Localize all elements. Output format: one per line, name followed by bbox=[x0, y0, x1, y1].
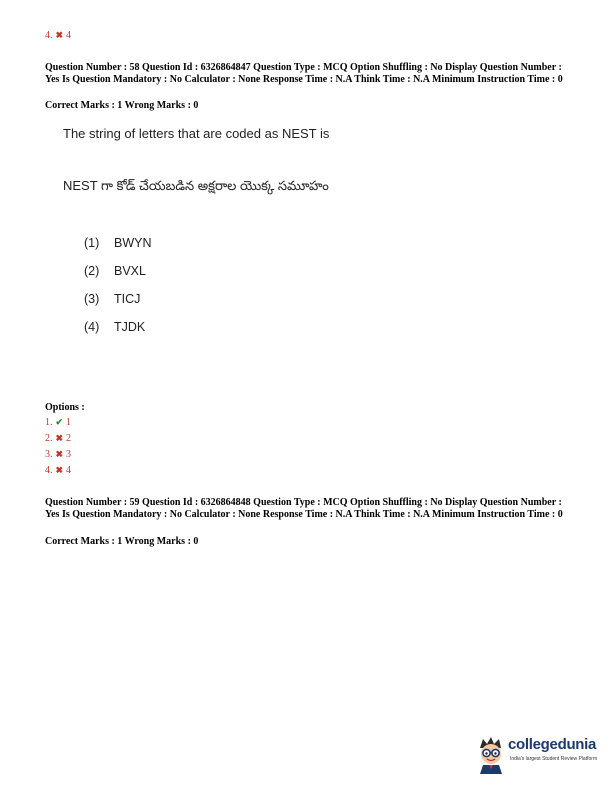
option-number: 4. bbox=[45, 30, 53, 41]
cross-icon: ✖ bbox=[55, 30, 64, 40]
choice-number: (4) bbox=[84, 320, 100, 334]
choice-4 bbox=[84, 320, 145, 334]
question-59-meta: Question Number : 59 Question Id : 6326864848 Question Type : MCQ Option Shuffling : No Display Question Number : Yes Is Question Mandatory : No Calculator : None Response Time : N.A Think Time : N.A Minimum Instruction Time : 0 bbox=[45, 497, 563, 520]
cross-icon: ✖ bbox=[55, 433, 64, 443]
option-value: 4 bbox=[66, 30, 72, 41]
cross-icon: ✖ bbox=[55, 449, 64, 459]
choice-number: (2) bbox=[84, 264, 100, 278]
option-line bbox=[45, 433, 71, 444]
option-number: 3. bbox=[45, 449, 53, 460]
collegedunia-logo bbox=[474, 734, 604, 774]
choice-label: BVXL bbox=[114, 264, 146, 278]
mascot-icon bbox=[474, 734, 508, 774]
choice-number: (3) bbox=[84, 292, 100, 306]
option-value: 2 bbox=[66, 433, 72, 444]
question-58-marks: Correct Marks : 1 Wrong Marks : 0 bbox=[45, 100, 199, 111]
cross-icon: ✖ bbox=[55, 465, 64, 475]
option-line bbox=[45, 465, 71, 476]
choice-label: TJDK bbox=[114, 320, 146, 334]
option-value: 4 bbox=[66, 465, 72, 476]
check-icon: ✔ bbox=[55, 417, 64, 427]
question-59-marks: Correct Marks : 1 Wrong Marks : 0 bbox=[45, 536, 199, 547]
option-line bbox=[45, 417, 71, 428]
choice-1 bbox=[84, 236, 152, 250]
question-58-meta: Question Number : 58 Question Id : 6326864847 Question Type : MCQ Option Shuffling : No Display Question Number : Yes Is Question Mandatory : No Calculator : None Response Time : N.A Think Time : N.A Minimum Instruction Time : 0 bbox=[45, 62, 563, 85]
option-line bbox=[45, 449, 71, 460]
option-value: 1 bbox=[66, 417, 72, 428]
option-value: 3 bbox=[66, 449, 72, 460]
option-number: 1. bbox=[45, 417, 53, 428]
choice-3 bbox=[84, 292, 140, 306]
choice-label: TICJ bbox=[114, 292, 141, 306]
logo-name: collegedunia bbox=[508, 736, 597, 753]
option-number: 2. bbox=[45, 433, 53, 444]
choice-label: BWYN bbox=[114, 236, 152, 250]
choice-number: (1) bbox=[84, 236, 100, 250]
option-number: 4. bbox=[45, 465, 53, 476]
options-heading: Options : bbox=[45, 402, 85, 413]
question-58-text-english: The string of letters that are coded as NEST is bbox=[63, 126, 330, 141]
logo-tagline: India's largest Student Review Platform bbox=[510, 756, 598, 762]
choice-2 bbox=[84, 264, 146, 278]
question-58-text-telugu: NEST గా కోడ్ చేయబడిన అక్షరాల యొక్క సమూహం bbox=[63, 178, 329, 193]
option-line bbox=[45, 30, 71, 41]
